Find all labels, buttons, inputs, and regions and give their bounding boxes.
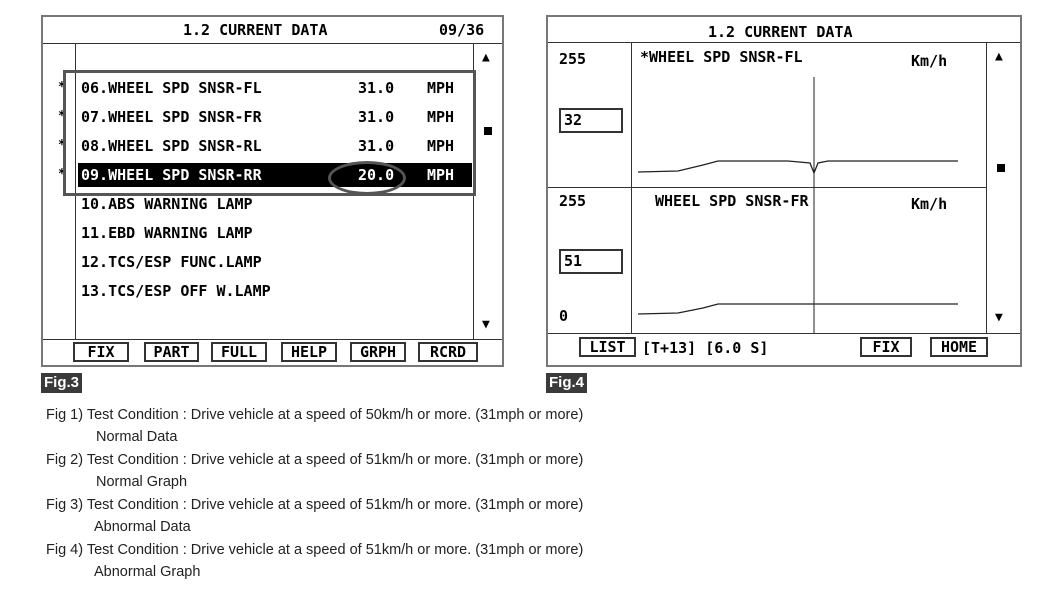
fn-button-rcrd[interactable]: RCRD — [418, 342, 478, 362]
row-item-name: 10.ABS WARNING LAMP — [81, 195, 253, 213]
lower-trace-line — [638, 304, 958, 314]
note-4-line2: Abnormal Graph — [94, 564, 201, 580]
fig3-button-bar — [43, 339, 502, 365]
row-unit: MPH — [427, 79, 455, 97]
row-value: 20.0 — [358, 166, 395, 184]
fig3-label: Fig.3 — [41, 373, 82, 393]
fn-button-fix[interactable]: FIX — [73, 342, 129, 362]
row-unit: MPH — [427, 166, 455, 184]
note-1-line1: Fig 1) Test Condition : Drive vehicle at a speed of 50km/h or more. (31mph or more) — [46, 407, 584, 423]
upper-trace-line — [638, 161, 958, 173]
data-list-row[interactable] — [58, 221, 453, 245]
fig3-title: 1.2 CURRENT DATA — [183, 21, 328, 39]
fn-button-part[interactable]: PART — [144, 342, 199, 362]
graph-traces — [548, 17, 1020, 337]
value-circle — [328, 161, 406, 195]
row-item-name: 08.WHEEL SPD SNSR-RL — [81, 137, 262, 155]
lower-graph-current-value: 51 — [559, 249, 623, 274]
note-1-line2: Normal Data — [96, 429, 178, 445]
fig4-screen — [546, 15, 1022, 367]
row-value: 31.0 — [358, 108, 395, 126]
upper-graph-unit: Km/h — [911, 52, 948, 70]
fix-button[interactable]: FIX — [860, 337, 912, 357]
row-mark: * — [58, 109, 66, 124]
time-readout: [T+13] [6.0 S] — [642, 339, 769, 357]
row-item-name: 12.TCS/ESP FUNC.LAMP — [81, 253, 262, 271]
fig4-label: Fig.4 — [546, 373, 587, 393]
row-value: 31.0 — [358, 137, 395, 155]
note-3-line1: Fig 3) Test Condition : Drive vehicle at a speed of 51km/h or more. (31mph or more) — [46, 497, 584, 513]
row-unit: MPH — [427, 108, 455, 126]
row-item-name: 07.WHEEL SPD SNSR-FR — [81, 108, 262, 126]
lower-graph-unit: Km/h — [911, 195, 948, 213]
note-4-line1: Fig 4) Test Condition : Drive vehicle at a speed of 51km/h or more. (31mph or more) — [46, 542, 584, 558]
row-unit: MPH — [427, 137, 455, 155]
upper-graph-max: 255 — [559, 50, 587, 68]
data-list-row[interactable] — [58, 279, 453, 303]
fig3-page-counter: 09/36 — [439, 21, 485, 39]
data-list-row[interactable] — [58, 250, 453, 274]
lower-graph-max: 255 — [559, 192, 587, 210]
row-item-name: 11.EBD WARNING LAMP — [81, 224, 253, 242]
lower-graph-name: WHEEL SPD SNSR-FR — [655, 192, 809, 210]
graph-scroll-down-icon[interactable]: ▼ — [995, 310, 1003, 325]
fig4-title: 1.2 CURRENT DATA — [708, 23, 853, 41]
row-item-name: 13.TCS/ESP OFF W.LAMP — [81, 282, 271, 300]
graph-scroll-thumb-icon[interactable] — [997, 164, 1005, 172]
fn-button-full[interactable]: FULL — [211, 342, 267, 362]
note-3-line2: Abnormal Data — [94, 519, 191, 535]
row-item-name: 09.WHEEL SPD SNSR-RR — [81, 166, 262, 184]
row-value: 31.0 — [358, 79, 395, 97]
fn-button-grph[interactable]: GRPH — [350, 342, 406, 362]
list-button[interactable]: LIST — [579, 337, 636, 357]
scroll-thumb-icon[interactable] — [484, 127, 492, 135]
note-2-line2: Normal Graph — [96, 474, 188, 490]
scroll-up-icon[interactable]: ▲ — [482, 50, 490, 65]
upper-graph-name: *WHEEL SPD SNSR-FL — [640, 48, 803, 66]
note-2-line1: Fig 2) Test Condition : Drive vehicle at a speed of 51km/h or more. (31mph or more) — [46, 452, 584, 468]
scroll-down-icon[interactable]: ▼ — [482, 317, 490, 332]
lower-graph-min: 0 — [559, 307, 569, 325]
row-mark: * — [58, 167, 66, 182]
highlight-frame — [63, 70, 476, 196]
graph-scroll-up-icon[interactable]: ▲ — [995, 49, 1003, 64]
home-button[interactable]: HOME — [930, 337, 988, 357]
fig3-screen — [41, 15, 504, 367]
upper-graph-current-value: 32 — [559, 108, 623, 133]
row-item-name: 06.WHEEL SPD SNSR-FL — [81, 79, 262, 97]
row-mark: * — [58, 80, 66, 95]
fn-button-help[interactable]: HELP — [281, 342, 337, 362]
row-mark: * — [58, 138, 66, 153]
